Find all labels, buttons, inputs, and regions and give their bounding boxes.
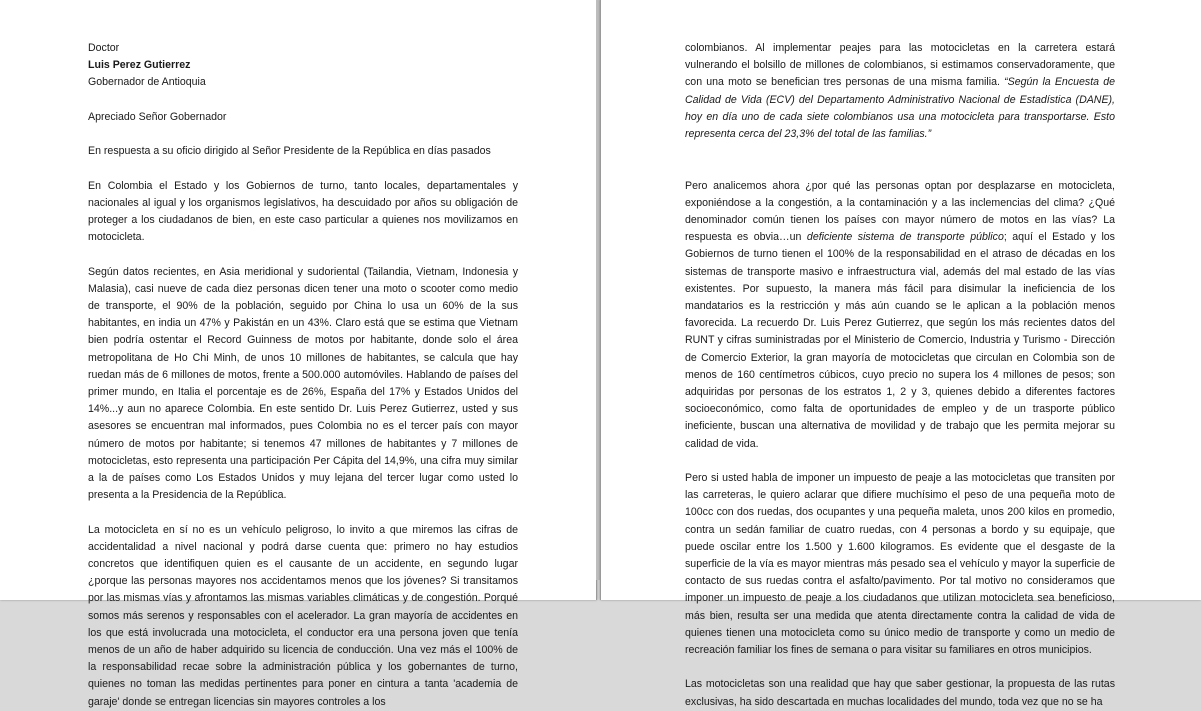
recipient-title: Doctor — [88, 42, 120, 54]
transport-emphasis: deficiente sistema de transporte público — [806, 231, 1004, 244]
recipient-name: Luis Perez Gutierrez — [88, 59, 191, 72]
page-right-content — [685, 40, 1115, 711]
left-paragraph-2: Según datos recientes, en Asia meridional y sudoriental (Tailandia, Vietnam, Indonesia y Malasia), casi nueve de cada diez personas dicen tener una moto o scooter como medio de transporte, el 90% de la población, seguido por China lo usa un 60% de la sus habitantes, en india un 47% y Pakistán en un 43%. Claro está que se estima que Vietnam bien podría ostentar el Record Guinness de motos por habitante, donde solo el área metropolitana de Ho Chi Minh, de unos 10 millones de habitantes, se calcula que hay ruedan más de 6 millones de motos, frente a 500.000 automóviles. Hablando de países del primer mundo, en Italia el porcentaje es de 26%, España del 17% y Estados Unidos del 14%...y aun no aparece Colombia. En este sentido Dr. Luis Perez Gutierrez, usted y sus asesores se encuentran mal informados, pues Colombia no es el tercer país con mayor número de motos por habitante; si tenemos 47 millones de habitantes y 7 millones de motocicletas, esto representa una participación Per Cápita del 14,9%, una cifra muy similar a la de países como Los Estados Unidos y muy lejana del tercer lugar como usted lo presenta a la Presidencia de la República. — [88, 265, 518, 502]
document-page-left — [0, 0, 597, 708]
document-page-right — [600, 0, 1201, 708]
letter-greeting: Apreciado Señor Gobernador — [88, 110, 227, 123]
right-paragraph-1-text: colombianos. Al implementar peajes para las motocicletas en la carretera estará vulnerando el bolsillo de millones de colombianos, si estimamos conservadoramente, que con una moto se benefician tres personas de una misma familia. — [685, 42, 1115, 89]
recipient-address-block — [88, 40, 518, 92]
letter-intro: En respuesta a su oficio dirigido al Señor Presidente de la República en días pasados — [88, 145, 491, 158]
right-paragraph-1 — [685, 40, 1115, 143]
right-paragraph-2-text-b: ; aquí el Estado y los Gobiernos de turno tienen el 100% de la responsabilidad en el atraso de décadas en los sistemas de transporte masivo e infraestructura vial, además del mal estado de las vías existentes. Por supuesto, la manera más fácil para disimular la ineficiencia de los mandatarios es la restricción y más aún cuando se le aplican a la población menos favorecida. La recuerdo Dr. Luis Perez Gutierrez, que según los más recientes datos del RUNT y cifras suministradas por el Ministerio de Comercio, Industria y Turismo - Dirección de Comercio Exterior, la gran mayoría de motocicletas que circulan en Colombia son de menos de 160 centímetros cúbicos, cuyo precio no supera los 4 millones de pesos; son adquiridas por personas de los estratos 1, 2 y 3, quienes debido a diferentes factores socioeconómico, como falta de oportunidades de empleo y de un trasporte público ineficiente, buscan una alternativa de movilidad y de trabajo que les permita mejorar su calidad de vida. — [685, 231, 1115, 450]
paragraph-spacer — [685, 160, 1115, 177]
right-paragraph-2-text-a: Pero analicemos ahora ¿por qué las personas optan por desplazarse en motocicleta, exponiéndose a la congestión, a la contaminación y a las inclemencias del clima? ¿Qué denominador común tienen los países con mayor número de motos en las vías? La respuesta es obvia…un — [685, 179, 1115, 244]
left-paragraph-1: En Colombia el Estado y los Gobiernos de turno, tanto locales, departamentales y nacionales al igual y los organismos legislativos, ha descuidado por años su obligación de proteger a los ciudadanos de bien, en este caso particular a quienes nos movilizamos en motocicleta. — [88, 179, 518, 244]
right-paragraph-3: Pero si usted habla de imponer un impuesto de peaje a las motocicletas que transiten por las carreteras, le quiero aclarar que difiere muchísimo el peso de una pequeña moto de 100cc con dos ruedas, dos ocupantes y una pequeña maleta, unos 200 kilos en promedio, contra un sedán familiar de cuatro ruedas, con 4 personas a bordo y su equipaje, que puede oscilar entre los 1.500 y 1.600 kilogramos. Es evidente que el desgaste de la superficie de la vía es mayor mientras más pesado sea el vehículo y mayor la superficie de contacto de sus ruedas contra el asfalto/pavimento. Por tal motivo no consideramos que imponer un impuesto de peaje a los ciudadanos que utilizan motocicleta sea beneficioso, más bien, resulta ser una medida que atenta directamente contra la calidad de vida de quienes tienen una motocicleta como su único medio de transporte y como un medio de recreación familiar los fines de semana o para visitar su familiares en otros municipios. — [685, 472, 1115, 657]
left-paragraph-3: La motocicleta en sí no es un vehículo peligroso, lo invito a que miremos las cifras de accidentalidad a nivel nacional y podrá darse cuenta que: primero no hay estudios concretos que identifiquen quien es el causante de un accidente, en segundo lugar ¿porque las personas mayores nos accidentamos menos que los jóvenes? Si transitamos por las mismas vías y afrontamos las mismas variables climáticas y de congestión. Porqué somos más serenos y responsables con el acelerador. La gran mayoría de accidentes en los que está involucrada una motocicleta, el conductor era una persona joven que tenía menos de un año de haber adquirido su licencia de conducción. Una vez más el 100% de la responsabilidad recae sobre la administración pública y los gobernantes de turno, quienes no toman las medidas pertinentes para poner en cintura a tanta 'academia de garaje' donde se entregan licencias sin mayores controles a los — [88, 523, 518, 708]
right-paragraph-2 — [685, 178, 1115, 453]
right-paragraph-4: Las motocicletas son una realidad que hay que saber gestionar, la propuesta de las rutas exclusivas, ha sido descartada en muchas localidades del mundo, toda vez que no se ha — [685, 678, 1115, 708]
page-left-content — [88, 40, 518, 711]
recipient-role: Gobernador de Antioquia — [88, 76, 206, 89]
dane-quote: “Según la Encuesta de Calidad de Vida (ECV) del Departamento Administrativo Nacional de Estadística (DANE), hoy en día uno de cada siete colombianos usa una motocicleta para transportarse. Esto representa cerca del 23,3% del total de las familias.” — [685, 76, 1115, 141]
